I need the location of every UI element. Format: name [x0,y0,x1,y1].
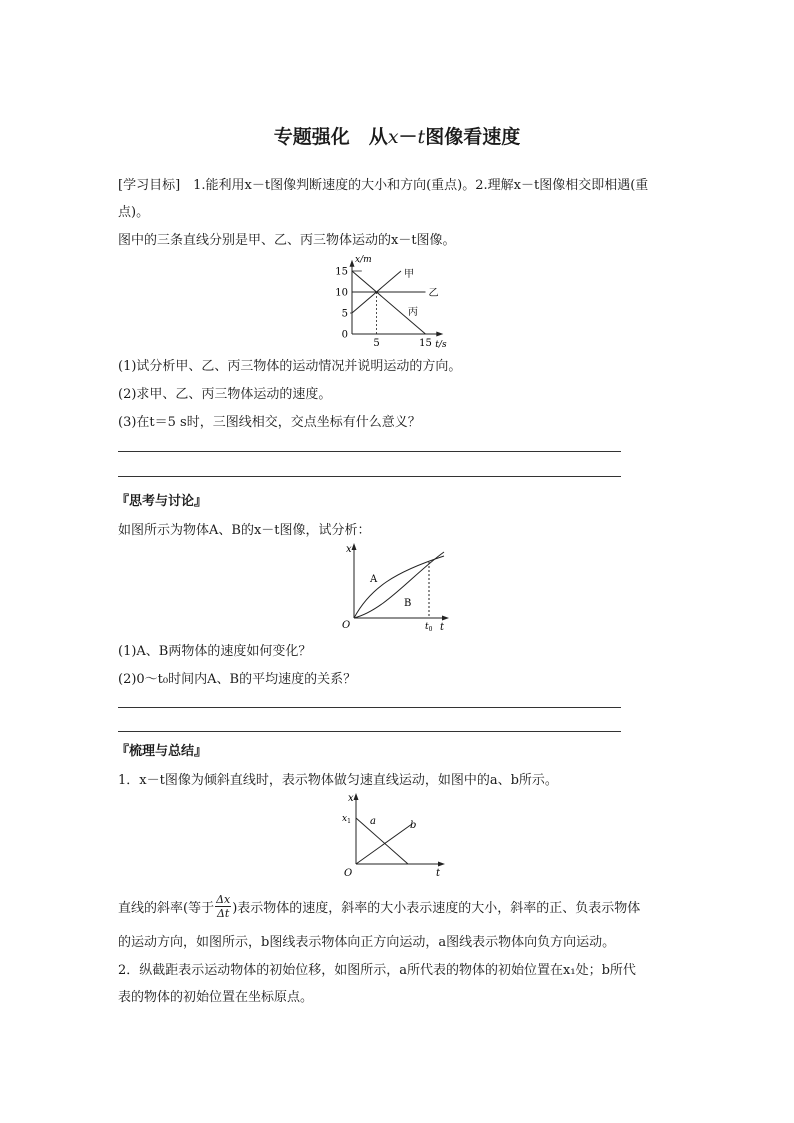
answer-line [118,731,621,732]
xt-chart-jia-yi-bing [330,252,465,350]
summary-point-2-line2: 表的物体的初始位置在坐标原点。 [118,990,314,1005]
y-axis-arrow [354,793,359,800]
origin-label: O [342,620,351,631]
x-axis-arrow [442,616,449,621]
answer-line [118,707,621,708]
answer-line [118,476,621,477]
question-2: (2)求甲、乙、丙三物体运动的速度。 [118,387,332,402]
y-axis-label: x [346,544,352,555]
x-axis-label: t/s [435,340,447,350]
line-a-label: a [370,816,376,827]
section-heading-summary: 『梳理与总结』 [116,744,208,759]
curve-a [354,552,444,618]
think-question-1: (1)A、B两物体的速度如何变化？ [118,644,312,659]
slope-explanation-line2: 的运动方向，如图所示，b图线表示物体向正方向运动，a图线表示物体向负方向运动。 [118,935,616,950]
y-tick-label: 5 [341,308,348,320]
x1-label: $x_1$ [342,814,351,825]
line-b-label: b [410,820,417,831]
y-axis-arrow [350,260,355,267]
question-1: (1)试分析甲、乙、丙三物体的运动情况并说明运动的方向。 [118,359,462,374]
section-heading-think: 『思考与讨论』 [116,494,208,509]
y-axis-label: x [348,793,354,804]
summary-point-2-line1: 2．纵截距表示运动物体的初始位移，如图所示，a所代表的物体的初始位置在x₁处；b所代 [118,963,636,978]
x-axis-arrow [438,862,445,867]
intro-text: 图中的三条直线分别是甲、乙、丙三物体运动的x－t图像。 [118,233,456,248]
learning-objectives-line1: [学习目标] 1.能利用x－t图像判断速度的大小和方向(重点)。2.理解x－t图像相交即相遇(重 [118,178,649,193]
y-tick-label: 0 [341,329,348,341]
t0-label: $t_0$ [425,622,433,632]
delta-x-over-delta-t-fraction: Δx Δt [216,892,231,920]
summary-point-1: 1．x－t图像为倾斜直线时，表示物体做匀速直线运动，如图中的a、b所示。 [118,773,558,788]
origin-label: O [344,868,353,879]
curve-b-label: B [404,598,412,609]
curve-b [354,556,444,618]
think-question-2: (2)0～t₀时间内A、B的平均速度的关系？ [118,672,357,687]
series-label-jia: 甲 [404,269,414,280]
x-tick-label: 15 [419,338,432,349]
y-tick-label: 10 [335,287,348,299]
slope-explanation-line1: 直线的斜率(等于 Δx Δt )表示物体的速度，斜率的大小表示速度的大小，斜率的正、负表示物体 [118,892,641,920]
learning-objectives-line2: 点)。 [118,205,150,220]
line-a [356,818,408,864]
line-b [356,824,412,864]
series-label-yi: 乙 [428,288,439,299]
series-line-丙 [352,271,426,334]
y-tick-label: 15 [335,266,348,278]
answer-line [118,451,621,452]
x-axis-label: t [440,622,445,632]
y-axis-arrow [352,543,357,550]
think-intro: 如图所示为物体A、B的x－t图像，试分析： [118,523,371,538]
xt-chart-a-b-lines [340,790,450,880]
x-axis-label: t [436,868,441,879]
xt-chart-a-b-curves [340,540,455,632]
y-axis-label: x/m [355,255,372,265]
curve-a-label: A [370,574,378,585]
question-3: (3)在t＝5 s时，三图线相交，交点坐标有什么意义？ [118,415,421,430]
x-axis-arrow [436,332,443,337]
series-label-bing: 丙 [407,307,418,318]
x-tick-label: 5 [373,338,380,349]
page-title: 专题强化 从x－t图像看速度 [273,126,521,148]
